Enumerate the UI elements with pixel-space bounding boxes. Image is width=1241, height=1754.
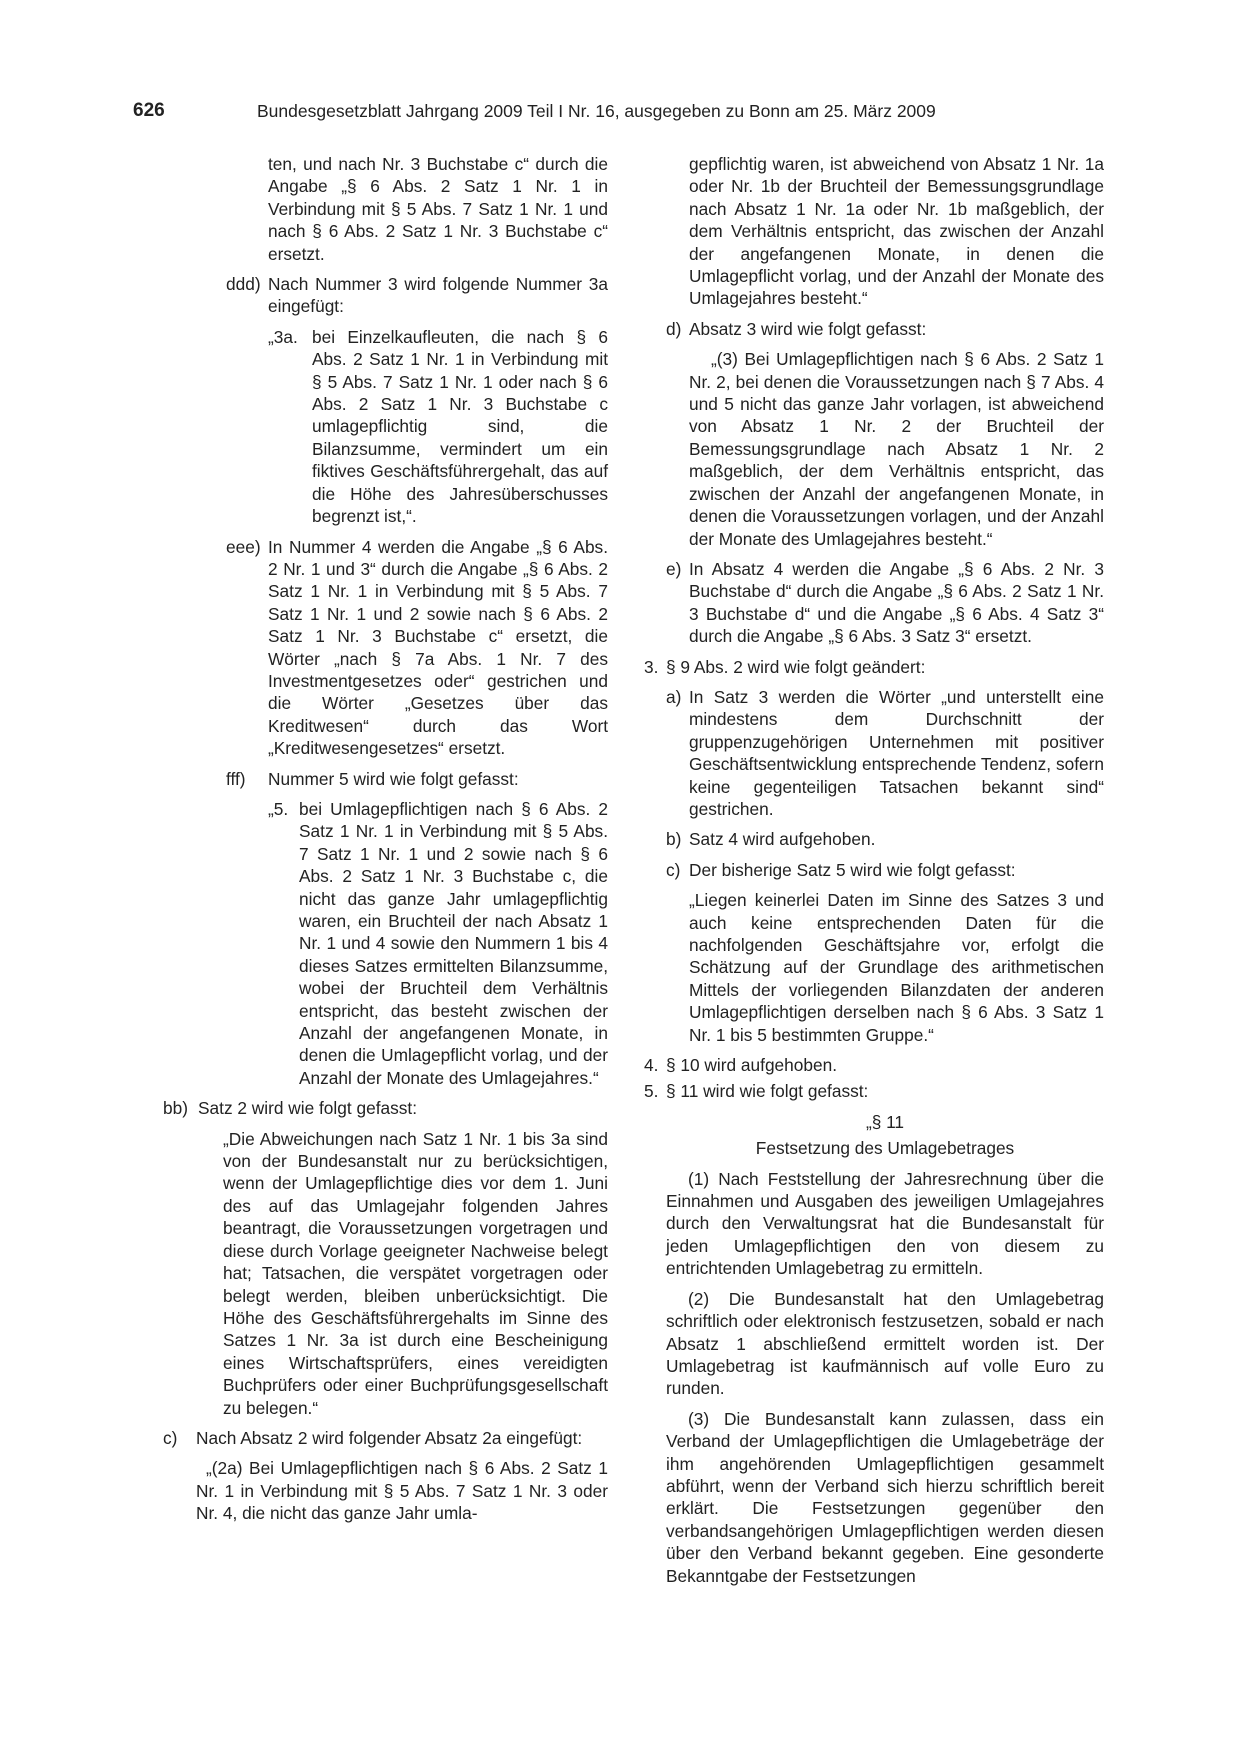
list-item-c	[133, 1427, 608, 1449]
paragraph	[163, 153, 608, 265]
quote-block	[163, 1128, 608, 1419]
paragraph-abs1	[644, 1168, 1104, 1280]
list-item-a	[644, 686, 1104, 820]
list-item-fff	[163, 768, 608, 790]
list-label: „3a.	[268, 326, 298, 347]
section-title-text: Festsetzung des Umlagebetrages	[755, 1138, 1015, 1159]
list-item-4	[644, 1054, 1104, 1076]
list-label: b)	[666, 829, 682, 850]
left-column	[163, 153, 608, 1533]
list-label: d)	[666, 318, 682, 339]
list-text: Nach Absatz 2 wird folgender Absatz 2a eingefügt:	[196, 1427, 583, 1448]
list-label: 4.	[644, 1055, 659, 1076]
list-item-3	[644, 656, 1104, 678]
list-text: Nummer 5 wird wie folgt gefasst:	[268, 768, 519, 789]
list-label: a)	[666, 686, 682, 707]
list-item-eee	[163, 536, 608, 760]
list-label: 3.	[644, 656, 659, 677]
list-text: In Satz 3 werden die Wörter „und unterstellt eine mindestens dem Durchschnitt der gruppenzugehörigen Unternehmen mit positiver Geschäftsentwicklung entsprechende Tendenz, sofern keine gegenteiligen Tatsachen bekannt sind“ gestrichen.	[689, 686, 1104, 819]
list-label: e)	[666, 558, 682, 579]
section-title	[644, 1137, 1104, 1159]
list-text: § 10 wird aufgehoben.	[666, 1055, 838, 1076]
page-number: 626	[133, 100, 165, 121]
paragraph-text: ten, und nach Nr. 3 Buchstabe c“ durch die Angabe „§ 6 Abs. 2 Satz 1 Nr. 1 in Verbindung mit § 5 Abs. 7 Satz 1 Nr. 1 und nach § 6 Abs. 2 Satz 1 Nr. 3 Buchstabe c“ ersetzt.	[268, 154, 608, 264]
list-label: bb)	[163, 1098, 188, 1119]
list-label: c)	[666, 859, 681, 880]
quote-block	[644, 889, 1104, 1046]
list-text: Der bisherige Satz 5 wird wie folgt gefasst:	[689, 859, 1016, 880]
list-text: In Nummer 4 werden die Angabe „§ 6 Abs. 2 Nr. 1 und 3“ durch die Angabe „§ 6 Abs. 2 Satz 1 Nr. 1 in Verbindung mit § 5 Abs. 7 Satz 1 Nr. 1 und 2 sowie nach § 6 Abs. 2 Satz 1 Nr. 3 Buchstabe c“ ersetzt, die Wörter „nach § 7a Abs. 1 Nr. 7 des Investmentgesetzes oder“ gestrichen und die Wörter „Gesetzes über das Kreditwesen“ durch das Wort „Kreditwesengesetzes“ ersetzt.	[268, 536, 608, 759]
list-text: bei Einzelkaufleuten, die nach § 6 Abs. 2 Satz 1 Nr. 1 in Verbindung mit § 5 Abs. 7 Satz 1 Nr. 1 oder nach § 6 Abs. 2 Satz 1 Nr. 3 Buchstabe c umlagepflichtig sind, die Bilanzsumme, vermindert um ein fiktives Geschäftsführergehalt, das auf die Höhe des Jahresüberschusses begrenzt ist,“.	[312, 326, 608, 527]
list-item-ddd	[163, 273, 608, 318]
list-label: fff)	[226, 768, 246, 789]
list-label: „5.	[268, 798, 289, 819]
list-item-bb	[163, 1097, 608, 1119]
list-label: ddd)	[226, 274, 261, 295]
quote-block	[133, 1457, 608, 1524]
list-item-5	[644, 1080, 1104, 1102]
paragraph-abs2	[644, 1288, 1104, 1400]
list-text: Satz 2 wird wie folgt gefasst:	[198, 1098, 417, 1119]
paragraph-abs3	[644, 1408, 1104, 1587]
quote-block	[644, 348, 1104, 550]
list-text: Nach Nummer 3 wird folgende Nummer 3a eingefügt:	[268, 274, 608, 317]
list-item-b	[644, 828, 1104, 850]
quote-text: „Liegen keinerlei Daten im Sinne des Satzes 3 und auch keine entsprechenden Daten für die nachfolgenden Geschäftsjahre vor, erfolgt die Schätzung auf der Grundlage des arithmetischen Mittels der vorliegenden Bilanzdaten der anderen Umlagepflichtigen derselben nach § 6 Abs. 3 Satz 1 Nr. 1 bis 5 bestimmten Gruppe.“	[689, 890, 1104, 1045]
list-text: § 11 wird wie folgt gefasst:	[666, 1081, 869, 1102]
quote-text: „(3) Bei Umlagepflichtigen nach § 6 Abs. 2 Satz 1 Nr. 2, bei denen die Voraussetzungen nach § 7 Abs. 4 und 5 nicht das ganze Jahr vorlagen, ist abweichend von Absatz 1 Nr. 2 der Bruchteil der Bemessungsgrundlage nach Absatz 1 Nr. 2 maßgeblich, der dem Verhältnis entspricht, das zwischen der Anzahl der angefangenen Monate, in denen die Voraussetzungen vorlagen, und der Anzahl der Monate des Umlagejahres besteht.“	[689, 349, 1104, 549]
list-text: Absatz 3 wird wie folgt gefasst:	[689, 318, 927, 339]
list-label: c)	[163, 1427, 178, 1448]
list-item-c	[644, 859, 1104, 881]
header-title: Bundesgesetzblatt Jahrgang 2009 Teil I Nr. 16, ausgegeben zu Bonn am 25. März 2009	[257, 101, 936, 121]
list-item-3a	[163, 326, 608, 528]
list-item-e	[644, 558, 1104, 648]
quote-block	[644, 153, 1104, 310]
list-text: § 9 Abs. 2 wird wie folgt geändert:	[666, 656, 926, 677]
list-item-5	[163, 798, 608, 1089]
quote-text: gepflichtig waren, ist abweichend von Absatz 1 Nr. 1a oder Nr. 1b der Bruchteil der Bemessungsgrundlage nach Absatz 1 Nr. 1a oder Nr. 1b maßgeblich, der dem Verhältnis entspricht, das zwischen der Anzahl der angefangenen Monate, in denen die Umlagepflicht vorlag, und der Anzahl der Monate des Umlagejahres besteht.“	[689, 154, 1104, 309]
paragraph-text: (3) Die Bundesanstalt kann zulassen, dass ein Verband der Umlagepflichtigen die Umlagebeträge der ihm angehörenden Umlagepflichtigen gesammelt abführt, wenn der Verband sich hierzu schriftlich bereit erklärt. Die Festsetzungen gegenüber den verbandsangehörigen Umlagepflichtigen werden diesen über den Verband bekannt gegeben. Eine gesonderte Bekanntgabe der Festsetzungen	[666, 1408, 1104, 1586]
section-number	[644, 1111, 1104, 1133]
list-text: bei Umlagepflichtigen nach § 6 Abs. 2 Satz 1 Nr. 1 in Verbindung mit § 5 Abs. 7 Satz 1 Nr. 1 und 2 sowie nach § 6 Abs. 2 Satz 1 Nr. 3 Buchstabe c, die nicht das ganze Jahr umlagepflichtig waren, ein Bruchteil der nach Absatz 1 Nr. 1 und 4 sowie den Nummern 1 bis 4 dieses Satzes ermittelten Bilanzsumme, wobei der Bruchteil dem Verhältnis entspricht, das besteht zwischen der Anzahl der angefangenen Monate, in denen die Umlagepflicht vorlag, und der Anzahl der Monate des Umlagejahres.“	[299, 798, 608, 1088]
paragraph-text: (1) Nach Feststellung der Jahresrechnung über die Einnahmen und Ausgaben des jeweiligen Umlagejahres durch den Verwaltungsrat hat die Bundesanstalt für jeden Umlagepflichtigen den von diesem zu entrichtenden Umlagebetrag zu ermitteln.	[666, 1168, 1104, 1279]
quote-text: „Die Abweichungen nach Satz 1 Nr. 1 bis 3a sind von der Bundesanstalt nur zu berücksichtigen, wenn der Umlagepflichtige dies vor dem 1. Juni des auf das Umlagejahr folgenden Jahres beantragt, die Voraussetzungen vorgetragen und diese durch Vorlage geeigneter Nachweise belegt hat; Tatsachen, die verspätet vorgetragen oder belegt werden, bleiben unberücksichtigt. Die Höhe des Geschäftsführergehalts im Sinne des Satzes 1 Nr. 3a ist durch eine Bescheinigung eines Wirtschaftsprüfers, eines vereidigten Buchprüfers oder einer Buchprüfungsgesellschaft zu belegen.“	[223, 1128, 608, 1418]
list-text: Satz 4 wird aufgehoben.	[689, 829, 876, 850]
quote-text: „(2a) Bei Umlagepflichtigen nach § 6 Abs. 2 Satz 1 Nr. 1 in Verbindung mit § 5 Abs. 7 Satz 1 Nr. 3 oder Nr. 4, die nicht das ganze Jahr umla-	[196, 1458, 608, 1524]
list-text: In Absatz 4 werden die Angabe „§ 6 Abs. 2 Nr. 3 Buchstabe d“ durch die Angabe „§ 6 Abs. 2 Satz 1 Nr. 3 Buchstabe d“ und die Angabe „§ 6 Abs. 4 Satz 3“ durch die Angabe „§ 6 Abs. 3 Satz 3“ ersetzt.	[689, 558, 1104, 647]
list-item-d	[644, 318, 1104, 340]
section-number-text: „§ 11	[865, 1111, 905, 1132]
list-label: 5.	[644, 1081, 659, 1102]
paragraph-text: (2) Die Bundesanstalt hat den Umlagebetrag schriftlich oder elektronisch festzusetzen, sobald er nach Absatz 1 abschließend ermittelt worden ist. Der Umlagebetrag ist kaufmännisch auf volle Euro zu runden.	[666, 1288, 1104, 1399]
right-column	[644, 153, 1104, 1595]
list-label: eee)	[226, 536, 261, 557]
page-header	[133, 100, 1093, 128]
